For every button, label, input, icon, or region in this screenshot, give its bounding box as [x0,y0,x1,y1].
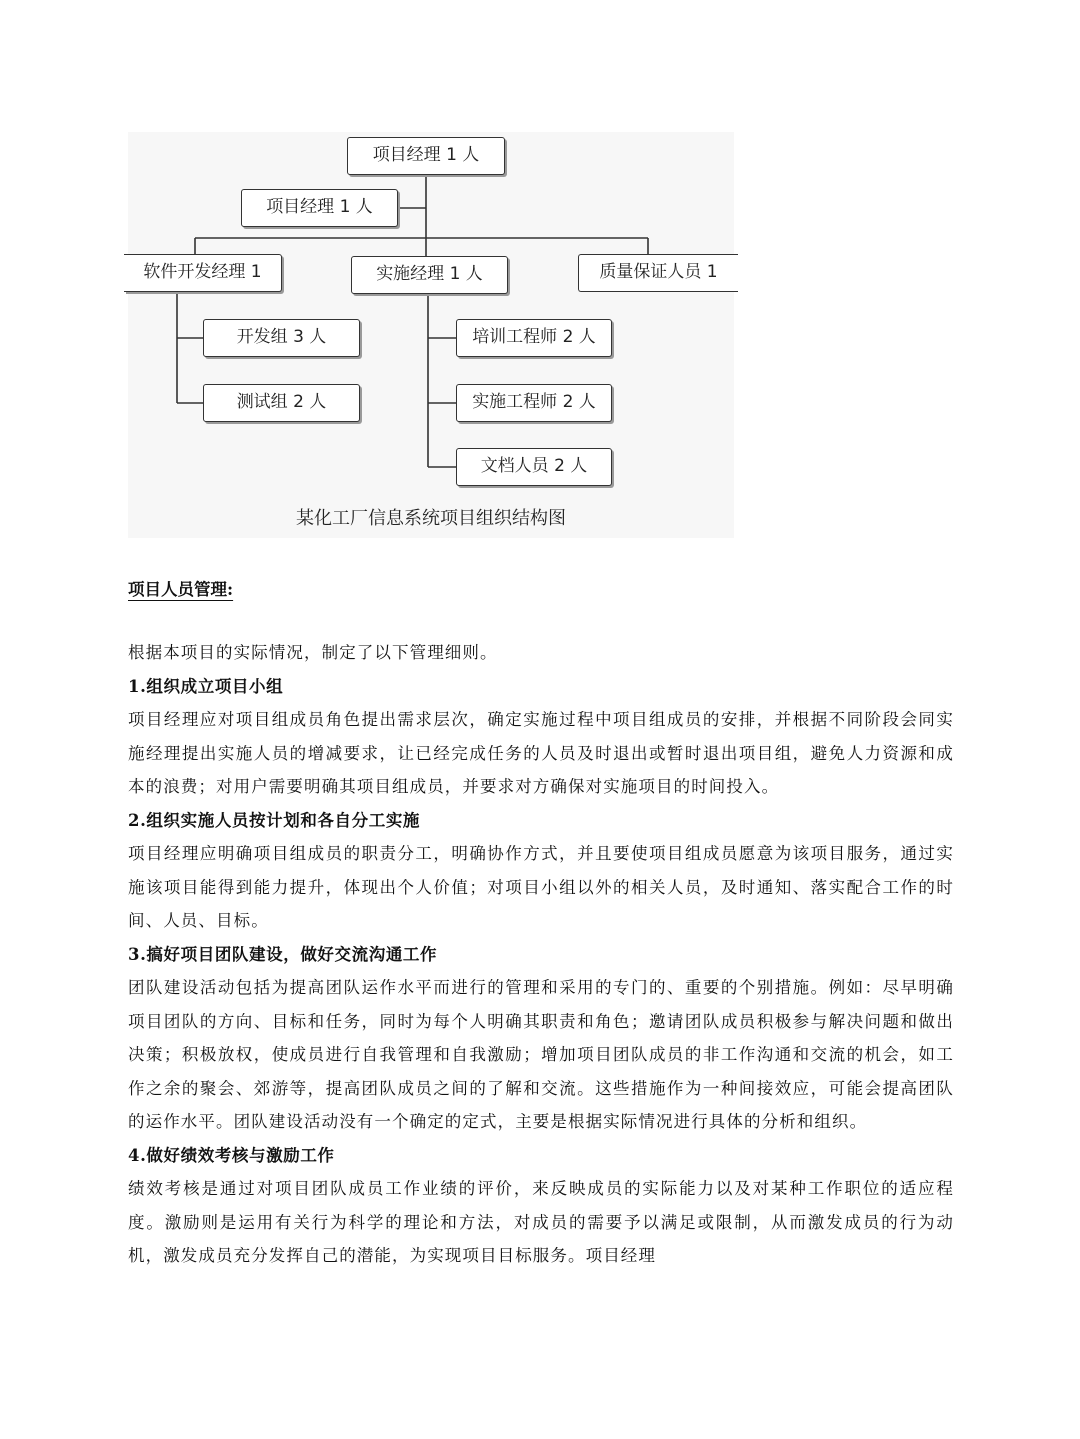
node-pm-second: 项目经理 1 人 [241,189,398,227]
item-3-heading: 3.搞好项目团队建设，做好交流沟通工作 [128,944,438,964]
item-1-body: 项目经理应对项目组成员角色提出需求层次，确定实施过程中项目组成员的安排，并根据不同阶段会同实施经理提出实施人员的增减要求，让已经完成任务的人员及时退出或暂时退出项目组，避免人力资源和成本的浪费；对用户需要明确其项目组成员，并要求对方确保对实施项目的时间投入。 [128,710,954,796]
node-dev-group: 开发组 3 人 [203,319,360,357]
item-4-body: 绩效考核是通过对项目团队成员工作业绩的评价，来反映成员的实际能力以及对某种工作职位的适应程度。激励则是运用有关行为科学的理论和方法，对成员的需要予以满足或限制，从而激发成员的行为动机，激发成员充分发挥自己的潜能，为实现项目目标服务。项目经理 [128,1179,954,1265]
intro-paragraph: 根据本项目的实际情况，制定了以下管理细则。 [128,643,498,662]
node-training-engineer: 培训工程师 2 人 [456,319,612,357]
item-2-heading: 2.组织实施人员按计划和各自分工实施 [128,810,421,830]
item-2-body: 项目经理应明确项目组成员的职责分工，明确协作方式，并且要使项目组成员愿意为该项目服务，通过实施该项目能得到能力提升，体现出个人价值；对项目小组以外的相关人员，及时通知、落实配合工作的时间、人员、目标。 [128,844,954,930]
document-body [128,573,954,1273]
node-implementation-manager: 实施经理 1 人 [351,256,508,294]
node-pm-top: 项目经理 1 人 [347,137,505,175]
node-qa-staff: 质量保证人员 1 [578,254,738,292]
node-test-group: 测试组 2 人 [203,384,360,422]
section-title: 项目人员管理: [128,580,234,599]
item-3-body: 团队建设活动包括为提高团队运作水平而进行的管理和采用的专门的、重要的个别措施。例如：尽早明确项目团队的方向、目标和任务，同时为每个人明确其职责和角色；邀请团队成员积极参与解决问题和做出决策；积极放权，使成员进行自我管理和自我激励；增加项目团队成员的非工作沟通和交流的机会，如工作之余的聚会、郊游等，提高团队成员之间的了解和交流。这些措施作为一种间接效应，可能会提高团队的运作水平。团队建设活动没有一个确定的定式，主要是根据实际情况进行具体的分析和组织。 [128,978,954,1131]
node-software-manager: 软件开发经理 1 [124,254,282,292]
item-1-heading: 1.组织成立项目小组 [128,676,284,696]
node-document-staff: 文档人员 2 人 [456,448,612,486]
org-chart-figure [128,132,734,538]
item-4-heading: 4.做好绩效考核与激励工作 [128,1145,335,1165]
node-implementation-engineer: 实施工程师 2 人 [456,384,612,422]
org-chart-caption: 某化工厂信息系统项目组织结构图 [296,508,566,529]
